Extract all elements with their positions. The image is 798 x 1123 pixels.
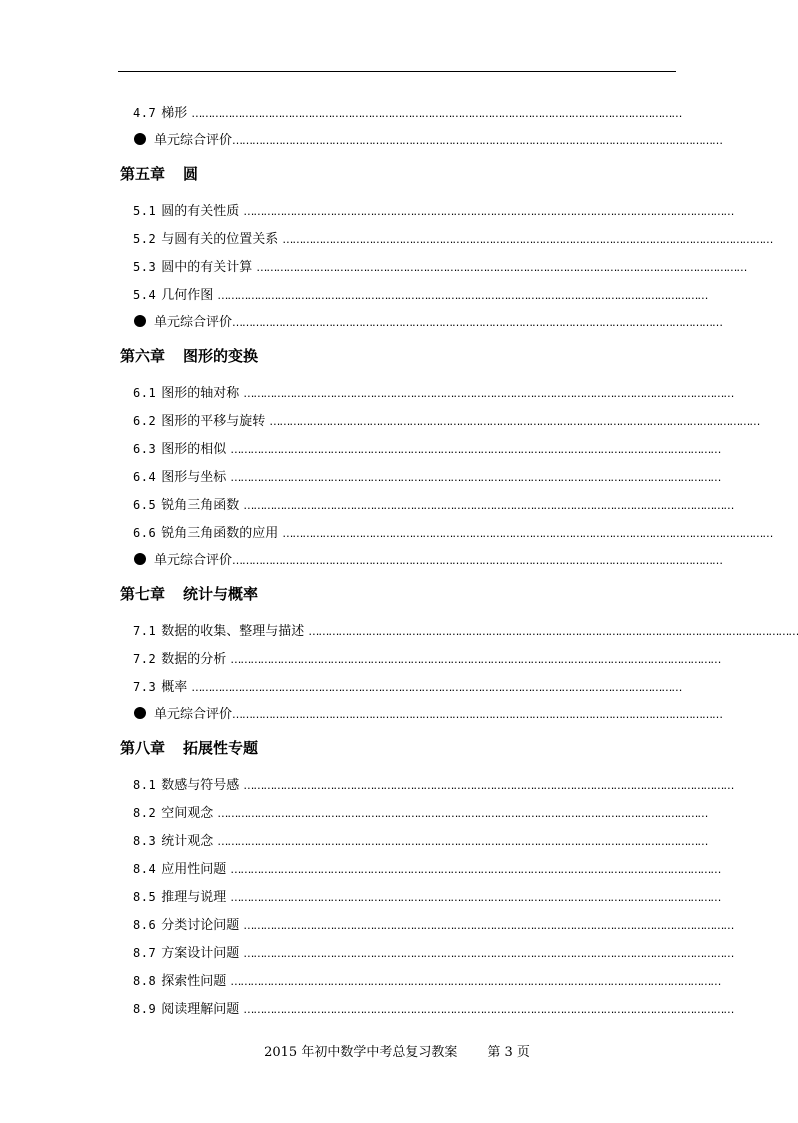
footer-page-number: 第 3 页 [487,1045,530,1060]
dot-leader: ………………………………………………………………………………………………………………………………… [282,233,773,246]
entry-title: 几何作图 [161,288,214,303]
entry-number: 6.6 [133,526,157,540]
toc-entry [133,201,734,221]
entry-number: 8.3 [133,834,157,848]
summary-title: 单元综合评价 [154,133,233,148]
entry-number: 8.9 [133,1002,157,1016]
toc-entry [133,943,734,963]
toc-entry [133,649,721,669]
entry-number: 5.4 [133,288,157,302]
dot-leader: ………………………………………………………………………………………………………………………………… [230,443,721,456]
toc-entry [133,467,721,487]
entry-title: 锐角三角函数的应用 [161,526,279,541]
entry-number: 7.3 [133,680,157,694]
summary-title: 单元综合评价 [154,315,233,330]
page-footer [0,1041,794,1060]
bullet-icon [134,553,146,565]
footer-title: 2015 年初中数学中考总复习教案 [264,1045,458,1060]
entry-title: 空间观念 [161,806,214,821]
entry-title: 圆中的有关计算 [161,260,253,275]
bullet-icon [134,707,146,719]
dot-leader: ………………………………………………………………………………………………………………………………… [217,835,708,848]
toc-entry [133,495,734,515]
entry-number: 7.1 [133,624,157,638]
entry-title: 图形的轴对称 [161,386,240,401]
entry-title: 阅读理解问题 [161,1002,240,1017]
entry-title: 图形的平移与旋转 [161,414,266,429]
toc-summary-entry [134,313,723,333]
dot-leader: ………………………………………………………………………………………………………………………………… [232,134,723,147]
toc-summary-entry [134,551,723,571]
toc-entry [133,103,682,123]
entry-title: 图形与坐标 [161,470,227,485]
chapter-heading [120,345,660,367]
entry-number: 8.6 [133,918,157,932]
dot-leader: ………………………………………………………………………………………………………………………………… [230,863,721,876]
entry-title: 数据的收集、整理与描述 [161,624,305,639]
entry-title: 图形的相似 [161,442,227,457]
chapter-title: 拓展性专题 [183,739,259,757]
toc-entry [133,831,708,851]
entry-number: 5.1 [133,204,157,218]
dot-leader: ………………………………………………………………………………………………………………………………… [230,653,721,666]
chapter-heading [120,737,660,759]
chapter-title: 统计与概率 [183,585,259,603]
entry-title: 锐角三角函数 [161,498,240,513]
toc-entry [133,257,747,277]
chapter-number: 第五章 [120,165,166,183]
toc-entry [133,621,798,641]
toc-entry [133,677,682,697]
entry-number: 8.5 [133,890,157,904]
bullet-icon [134,315,146,327]
entry-number: 6.4 [133,470,157,484]
dot-leader: ………………………………………………………………………………………………………………………………… [217,289,708,302]
entry-title: 方案设计问题 [161,946,240,961]
entry-number: 6.1 [133,386,157,400]
toc-summary-entry [134,131,723,151]
toc-entry [133,887,721,907]
entry-title: 探索性问题 [161,974,227,989]
entry-title: 推理与说理 [161,890,227,905]
entry-title: 应用性问题 [161,862,227,877]
chapter-heading [120,583,660,605]
dot-leader: ………………………………………………………………………………………………………………………………… [230,975,721,988]
dot-leader: ………………………………………………………………………………………………………………………………… [243,205,734,218]
dot-leader: ………………………………………………………………………………………………………………………………… [243,499,734,512]
entry-title: 与圆有关的位置关系 [161,232,279,247]
dot-leader: ………………………………………………………………………………………………………………………………… [243,1003,734,1016]
dot-leader: ………………………………………………………………………………………………………………………………… [256,261,747,274]
entry-number: 6.5 [133,498,157,512]
toc-entry [133,803,708,823]
entry-title: 圆的有关性质 [161,204,240,219]
toc-summary-entry [134,705,723,725]
chapter-number: 第七章 [120,585,166,603]
toc-entry [133,915,734,935]
toc-entry [133,999,734,1019]
toc-entry [133,523,773,543]
entry-title: 统计观念 [161,834,214,849]
dot-leader: ………………………………………………………………………………………………………………………………… [217,807,708,820]
bullet-icon [134,133,146,145]
summary-title: 单元综合评价 [154,553,233,568]
entry-title: 数感与符号感 [161,778,240,793]
dot-leader: ………………………………………………………………………………………………………………………………… [191,681,682,694]
entry-number: 8.2 [133,806,157,820]
dot-leader: ………………………………………………………………………………………………………………………………… [282,527,773,540]
entry-number: 6.3 [133,442,157,456]
toc-entry [133,859,721,879]
entry-title: 概率 [161,680,188,695]
dot-leader: ………………………………………………………………………………………………………………………………… [243,919,734,932]
chapter-heading [120,163,660,185]
dot-leader: ………………………………………………………………………………………………………………………………… [232,708,723,721]
toc-entry [133,229,773,249]
dot-leader: ………………………………………………………………………………………………………………………………… [243,947,734,960]
dot-leader: ………………………………………………………………………………………………………………………………… [232,316,723,329]
entry-title: 梯形 [161,106,188,121]
dot-leader: ………………………………………………………………………………………………………………………………… [232,554,723,567]
dot-leader: ………………………………………………………………………………………………………………………………… [243,779,734,792]
entry-number: 6.2 [133,414,157,428]
entry-number: 5.3 [133,260,157,274]
dot-leader: ………………………………………………………………………………………………………………………………… [308,625,798,638]
entry-number: 8.4 [133,862,157,876]
entry-number: 5.2 [133,232,157,246]
header-rule [118,71,676,72]
entry-number: 7.2 [133,652,157,666]
entry-number: 8.7 [133,946,157,960]
dot-leader: ………………………………………………………………………………………………………………………………… [230,891,721,904]
toc-entry [133,439,721,459]
toc-entry [133,383,734,403]
toc-entry [133,775,734,795]
chapter-number: 第六章 [120,347,166,365]
summary-title: 单元综合评价 [154,707,233,722]
entry-number: 8.1 [133,778,157,792]
dot-leader: ………………………………………………………………………………………………………………………………… [191,107,682,120]
dot-leader: ………………………………………………………………………………………………………………………………… [269,415,760,428]
chapter-number: 第八章 [120,739,166,757]
toc-entry [133,971,721,991]
chapter-title: 圆 [183,165,199,183]
toc-entry [133,411,760,431]
entry-number: 4.7 [133,106,157,120]
toc-entry [133,285,708,305]
entry-title: 分类讨论问题 [161,918,240,933]
entry-title: 数据的分析 [161,652,227,667]
chapter-title: 图形的变换 [183,347,259,365]
entry-number: 8.8 [133,974,157,988]
dot-leader: ………………………………………………………………………………………………………………………………… [243,387,734,400]
dot-leader: ………………………………………………………………………………………………………………………………… [230,471,721,484]
